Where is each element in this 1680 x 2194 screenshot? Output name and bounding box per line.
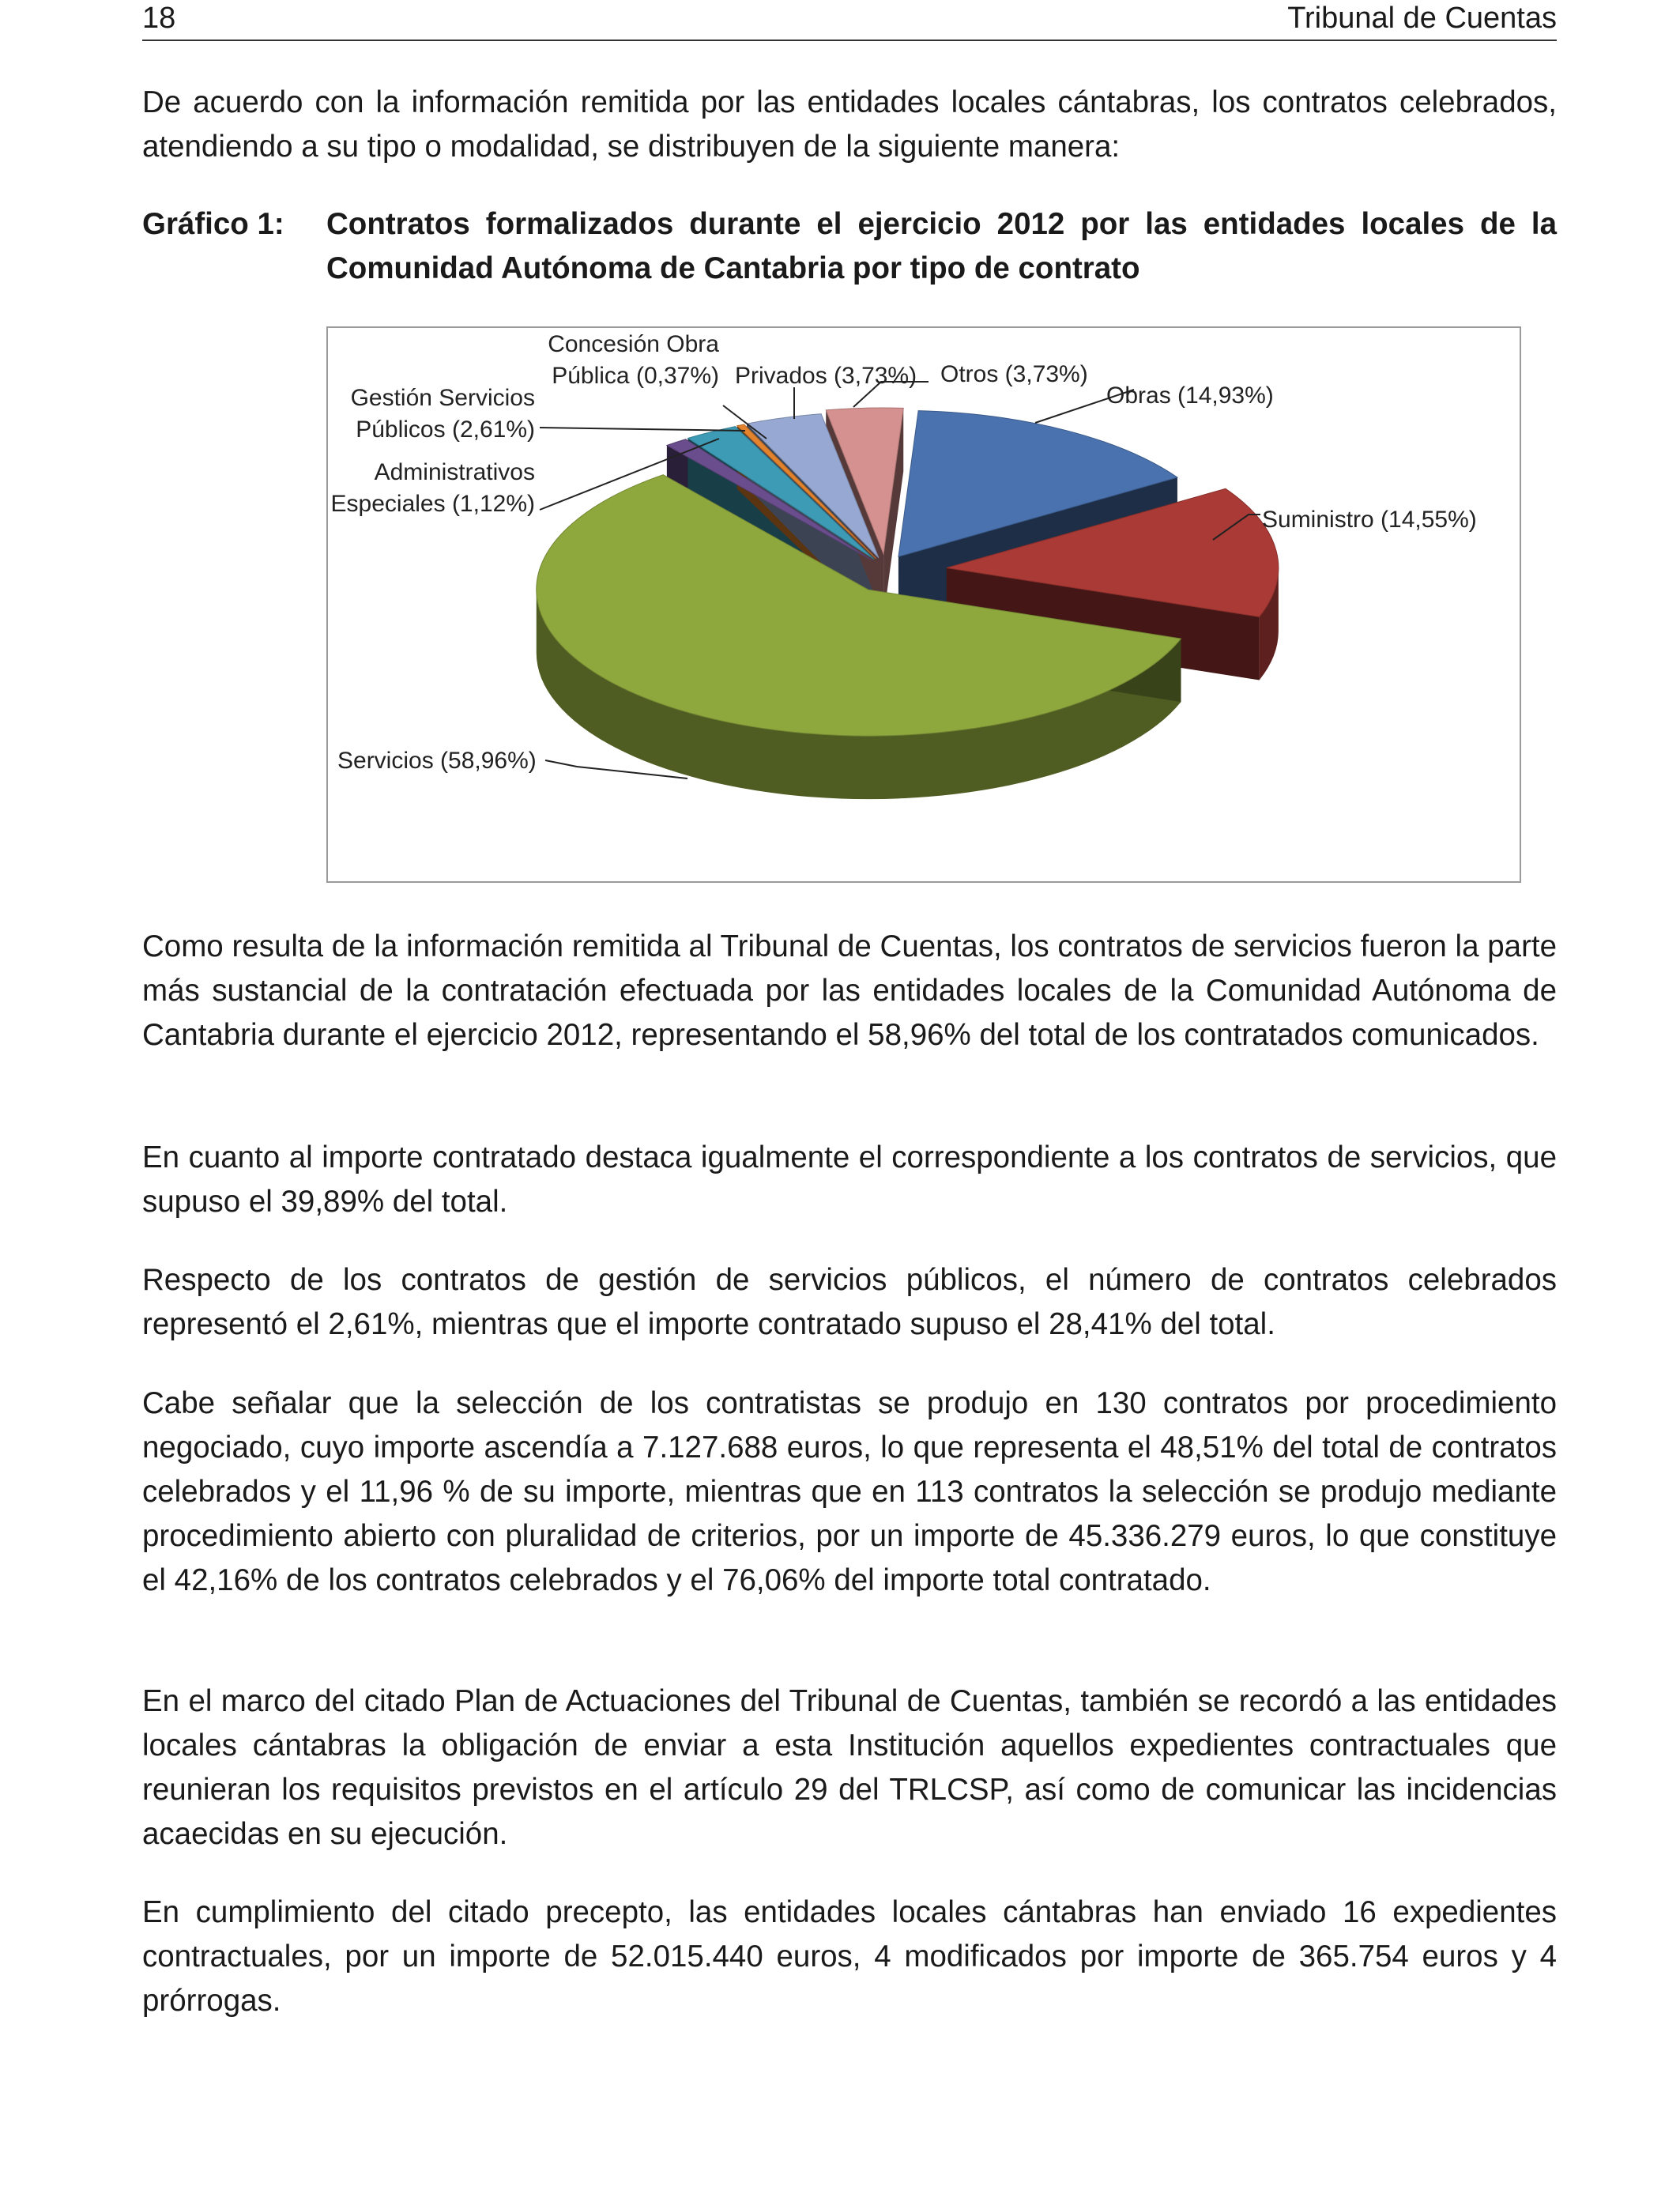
pie-slice-privados-label: Privados (3,73%) [735,363,917,389]
intro-paragraph: De acuerdo con la información remitida por las entidades locales cántabras, los contratos celebrados, atendiendo a su tipo o modalidad, se distribuyen de la siguiente manera: [142,85,1557,164]
paragraph-2: En cuanto al importe contratado destaca igualmente el correspondiente a los contratos de servicios, que supuso el 39,89% del total. [142,1140,1557,1219]
paragraph-5: En el marco del citado Plan de Actuaciones del Tribunal de Cuentas, también se recordó a las entidades locales cántabras la obligación de enviar a esta Institución aquellos expedientes contractuales que reunieran los requisitos previstos en el artículo 29 del TRLCSP, así como de comunicar las incidencias acaecidas en su ejecución. [142,1684,1557,1851]
paragraph-1: Como resulta de la información remitida al Tribunal de Cuentas, los contratos de servicios fueron la parte más sustancial de la contratación efectuada por las entidades locales de la Comunidad Autónoma de Cantabria durante el ejercicio 2012, representando el 58,96% del total de los contratados comunicados. [142,929,1557,1052]
pie-slice-otros-label: Otros (3,73%) [940,361,1088,387]
pie-slice-suministro-label: Suministro (14,55%) [1262,507,1477,533]
pie-chart-frame [326,326,1521,883]
running-title: Tribunal de Cuentas [1287,2,1557,35]
figure-label: Gráfico 1: [142,207,284,241]
pie-slice-obras-label: Obras (14,93%) [1106,383,1274,409]
page-header [142,0,1557,41]
pie-slice-gesti-n-servicios-p-blicos-label: Gestión Servicios Públicos (2,61%) [350,385,535,443]
pie-slice-concesi-n-obra-p-blica-label: Concesión Obra Pública (0,37%) [548,331,719,389]
pie-slice-servicios-label: Servicios (58,96%) [337,748,537,774]
paragraph-3: Respecto de los contratos de gestión de servicios públicos, el número de contratos celebrados representó el 2,61%, mientras que el importe contratado supuso el 28,41% del total. [142,1263,1557,1341]
pie-slice-gesti-n-servicios-p-blicos-leader [540,428,745,431]
page-number: 18 [142,2,176,35]
pie-slice-administrativos-especiales-label: Administrativos Especiales (1,12%) [330,459,535,517]
figure-title: Contratos formalizados durante el ejercicio 2012 por las entidades locales de la Comunidad Autónoma de Cantabria por tipo de contrato [326,207,1557,285]
pie-chart [328,328,1520,881]
paragraph-6: En cumplimiento del citado precepto, las entidades locales cántabras han enviado 16 expedientes contractuales, por un importe de 52.015.440 euros, 4 modificados por importe de 365.754 euros y 4 prórrogas. [142,1895,1557,2018]
paragraph-4: Cabe señalar que la selección de los contratistas se produjo en 130 contratos por procedimiento negociado, cuyo importe ascendía a 7.127.688 euros, lo que representa el 48,51% del total de contratos celebrados y el 11,96 % de su importe, mientras que en 113 contratos la selección se produjo mediante procedimiento abierto con pluralidad de criterios, por un importe de 45.336.279 euros, lo que constituye el 42,16% de los contratos celebrados y el 76,06% del importe total contratado. [142,1386,1557,1597]
